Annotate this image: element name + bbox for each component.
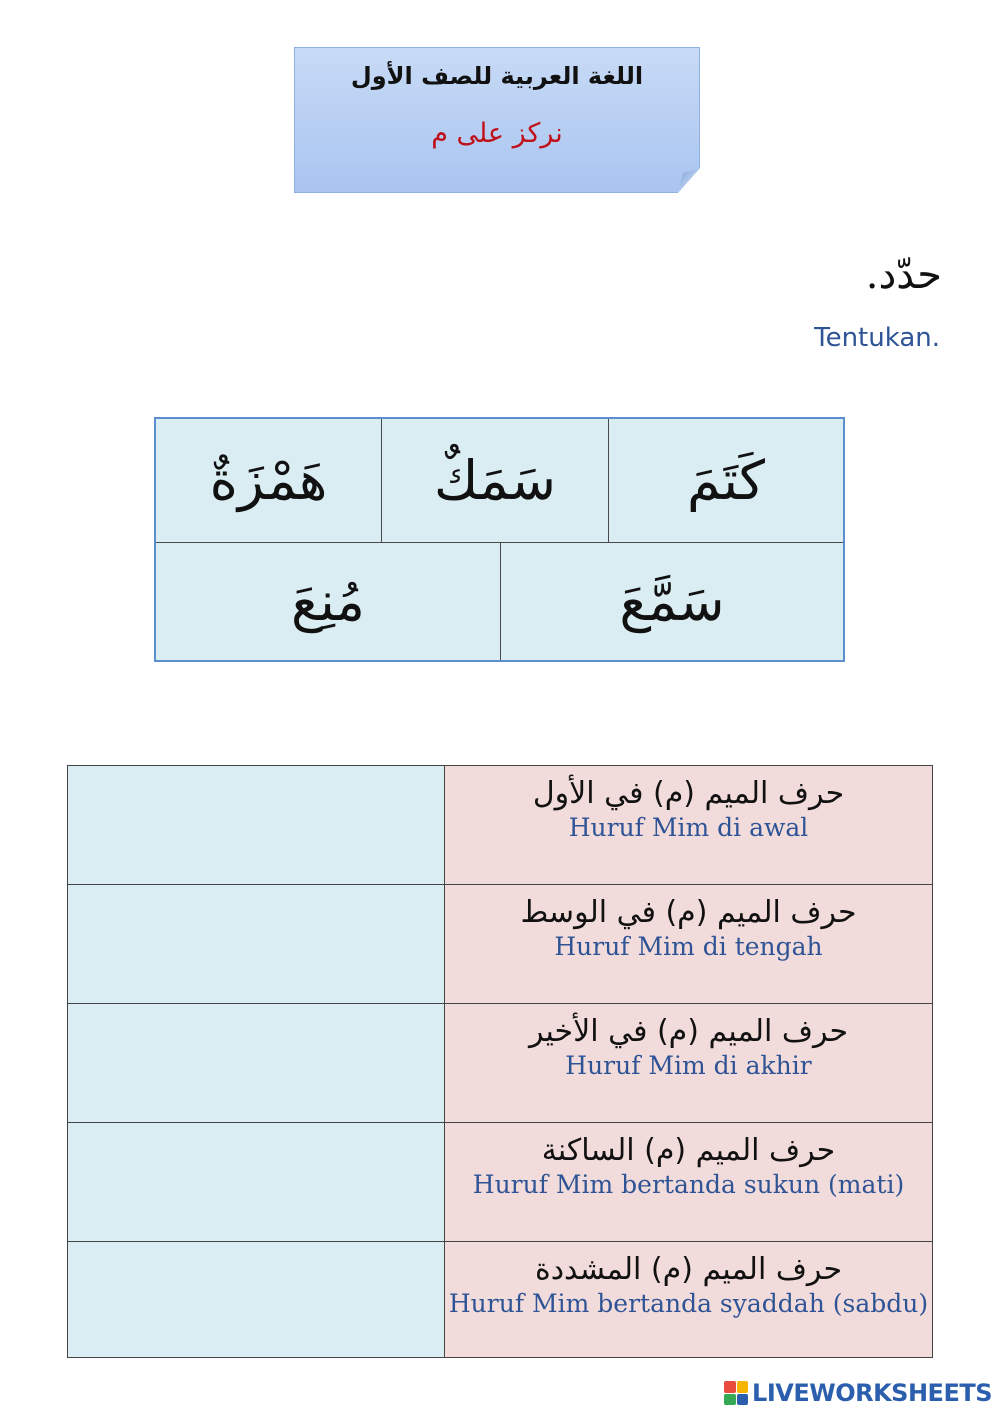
- category-label-indonesian: Huruf Mim di tengah: [554, 932, 823, 961]
- drop-zone-last[interactable]: [68, 1004, 445, 1123]
- word-muniaa[interactable]: مُنِعَ: [291, 570, 365, 633]
- category-label-arabic: حرف الميم (م) في الأول: [532, 776, 845, 811]
- category-label: [445, 885, 932, 1004]
- logo-square-icon: [737, 1381, 749, 1393]
- category-label: [445, 1242, 932, 1357]
- instruction-arabic: حدّد.: [865, 252, 942, 298]
- category-label-arabic: حرف الميم (م) المشددة: [534, 1252, 843, 1287]
- worksheet-subtitle: نركز على م: [431, 118, 563, 149]
- category-label-arabic: حرف الميم (م) الساكنة: [541, 1133, 836, 1168]
- word-samakun[interactable]: سَمَكٌ: [434, 449, 556, 512]
- drop-zone-middle[interactable]: [68, 885, 445, 1004]
- table-row: [68, 1123, 932, 1242]
- table-row: [68, 885, 932, 1004]
- logo-square-icon: [724, 1381, 736, 1393]
- table-row: [68, 1004, 932, 1123]
- category-label: [445, 1004, 932, 1123]
- instruction-indonesian: Tentukan.: [814, 323, 940, 353]
- drop-zone-shaddah[interactable]: [68, 1242, 445, 1357]
- category-label-indonesian: Huruf Mim di awal: [568, 813, 809, 842]
- liveworksheets-logo: [724, 1378, 992, 1408]
- logo-square-icon: [724, 1394, 736, 1406]
- category-label-indonesian: Huruf Mim bertanda syaddah (sabdu): [448, 1289, 929, 1318]
- word-hamzatun[interactable]: هَمْزَةٌ: [209, 449, 328, 512]
- word-sammaa[interactable]: سَمَّعَ: [619, 570, 725, 633]
- category-label: [445, 1123, 932, 1242]
- table-row: [68, 1242, 932, 1357]
- word-katama[interactable]: كَتَمَ: [687, 449, 765, 512]
- logo-text: LIVEWORKSHEETS: [752, 1379, 992, 1407]
- logo-square-icon: [737, 1394, 749, 1406]
- drop-zone-sukun[interactable]: [68, 1123, 445, 1242]
- word-bank: [154, 417, 845, 662]
- drop-zone-first[interactable]: [68, 766, 445, 885]
- category-label-arabic: حرف الميم (م) في الأخير: [528, 1014, 849, 1049]
- category-label-indonesian: Huruf Mim bertanda sukun (mati): [472, 1170, 905, 1199]
- table-row: [68, 766, 932, 885]
- category-label-arabic: حرف الميم (م) في الوسط: [520, 895, 857, 930]
- category-label: [445, 766, 932, 885]
- category-table: [67, 765, 933, 1358]
- logo-badge-icon: [724, 1381, 748, 1405]
- worksheet-title: اللغة العربية للصف الأول: [350, 62, 644, 90]
- category-label-indonesian: Huruf Mim di akhir: [565, 1051, 812, 1080]
